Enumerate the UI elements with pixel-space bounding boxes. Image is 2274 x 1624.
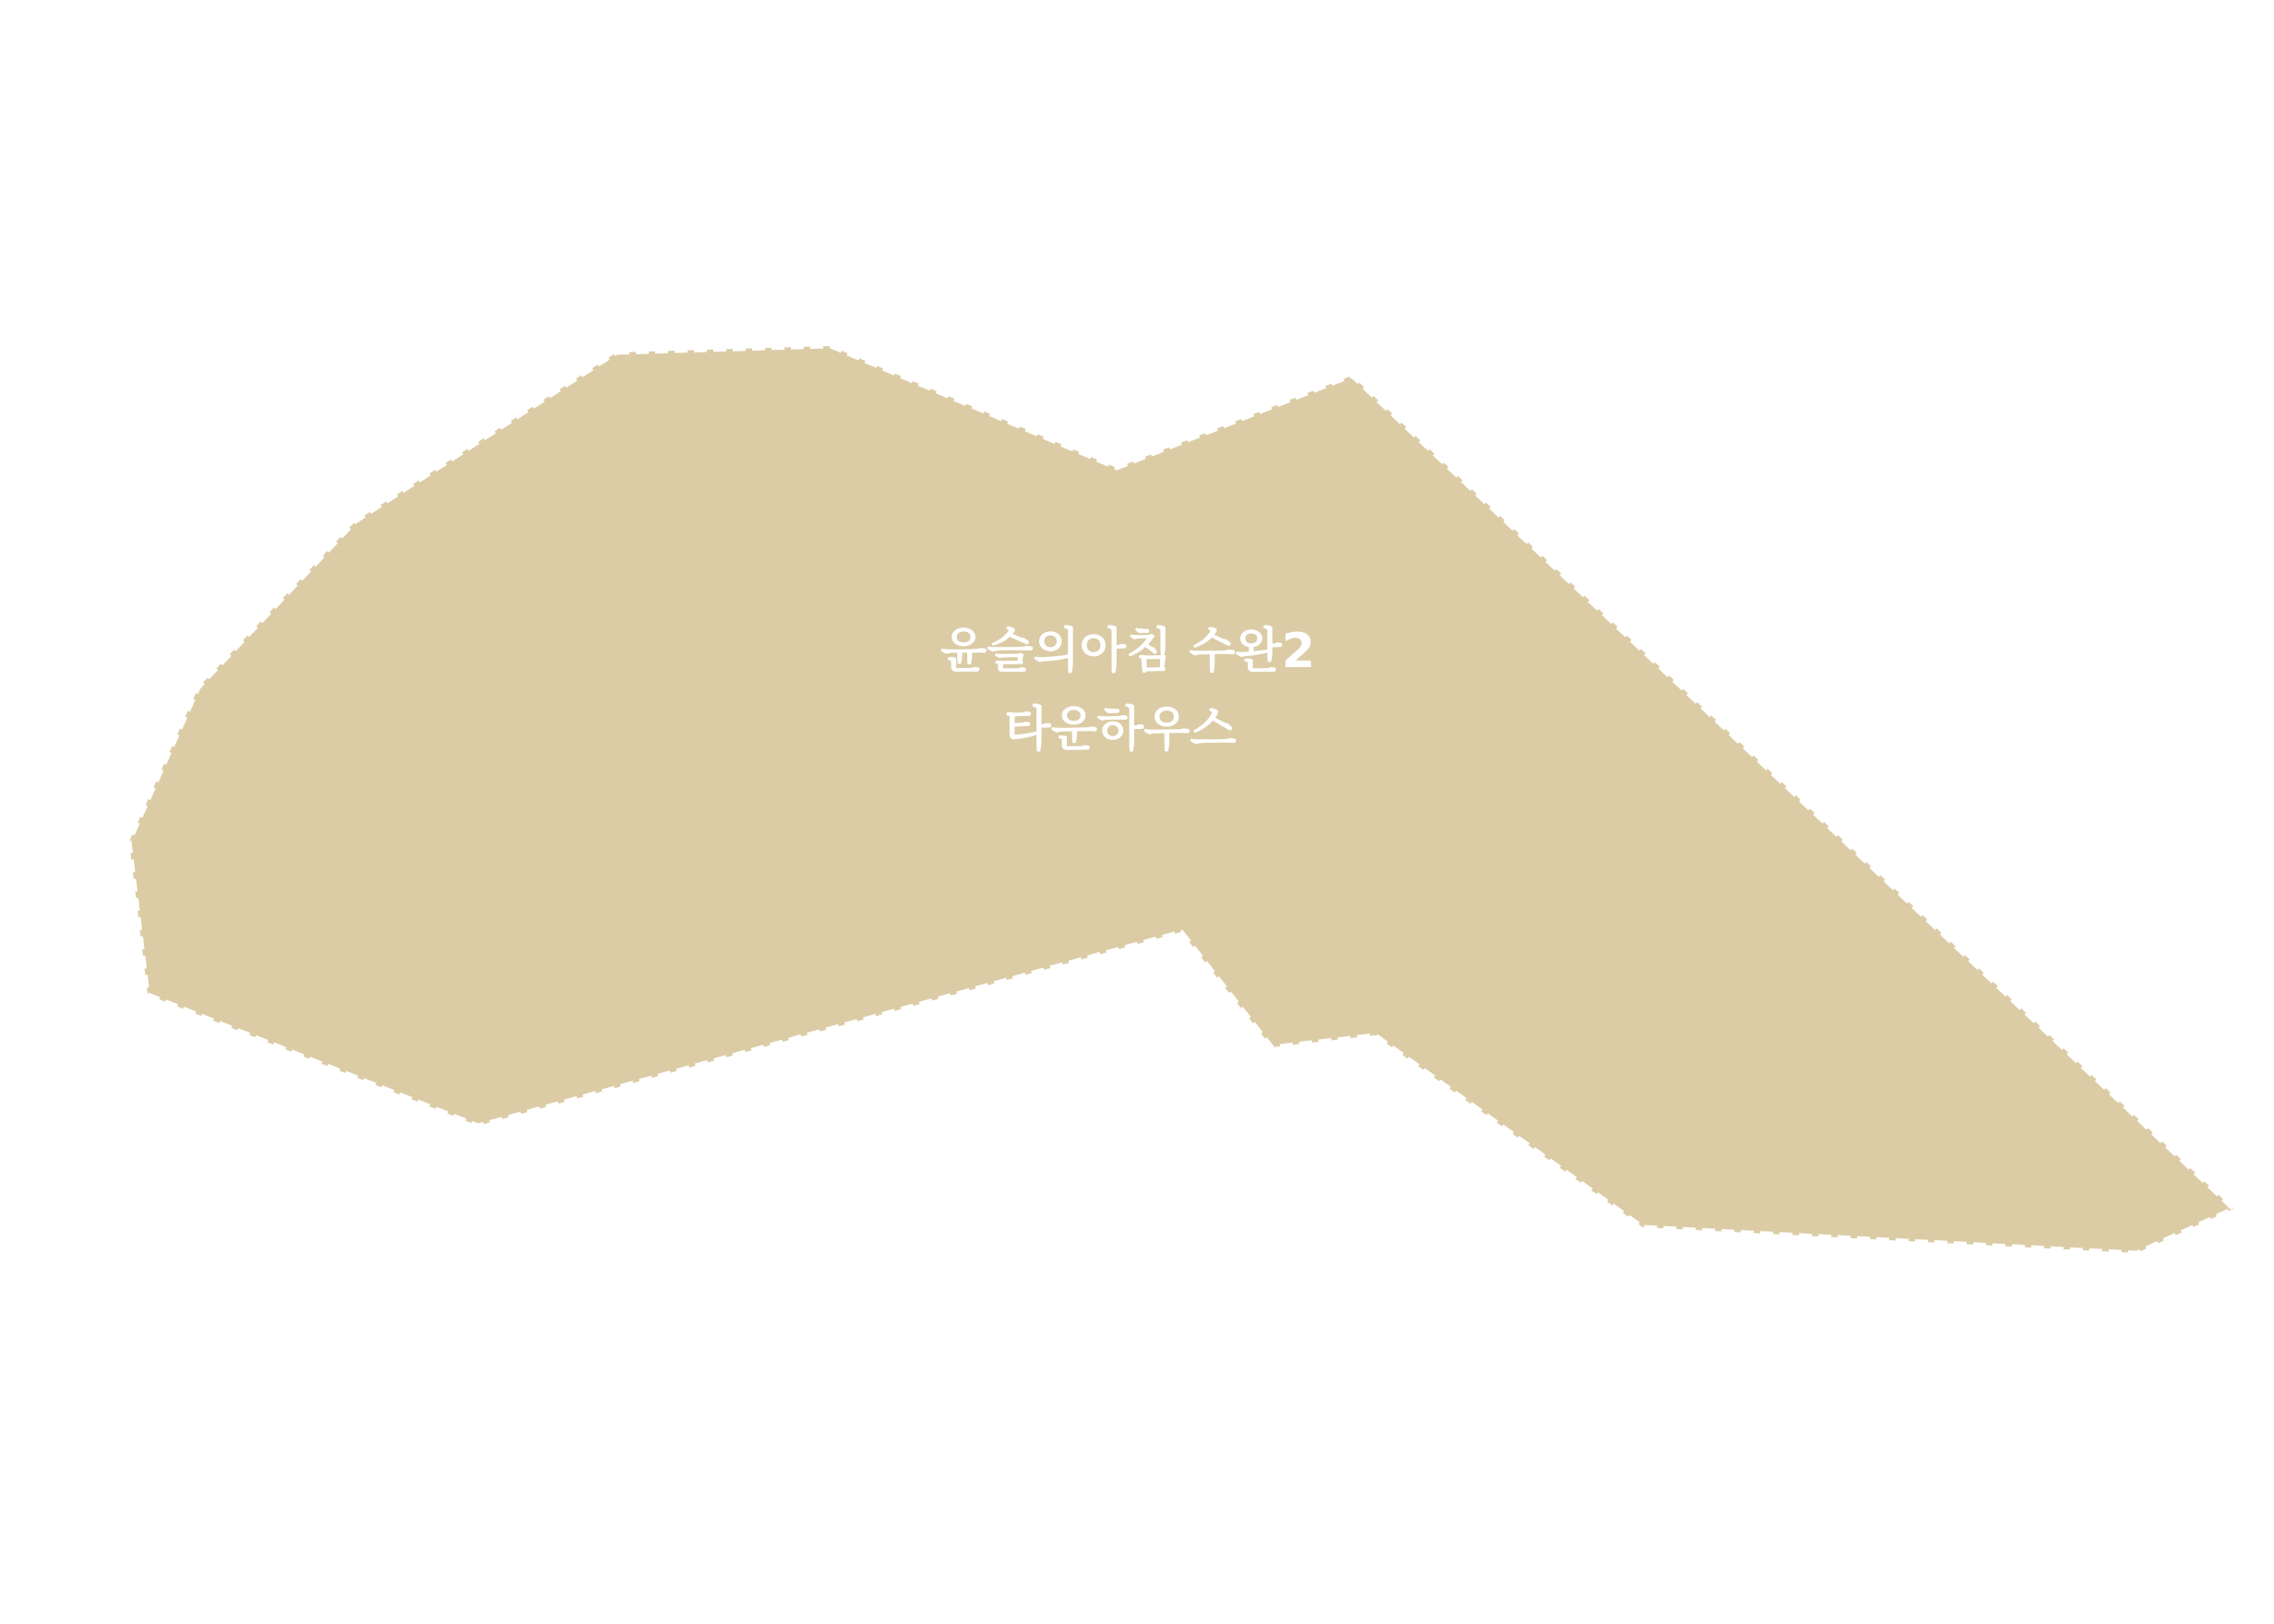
parcel-label-line1: 윤슬의아침 수완2 [940, 624, 1315, 679]
parcel-label-line2: 타운하우스 [1004, 702, 1237, 758]
